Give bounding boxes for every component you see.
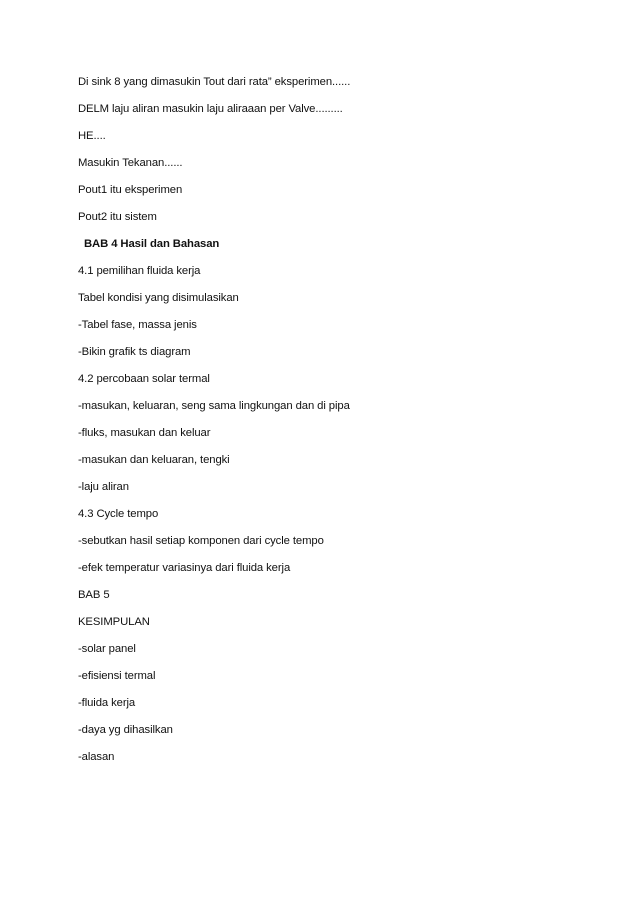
text-line: -laju aliran (78, 481, 129, 493)
chapter-heading: BAB 4 Hasil dan Bahasan (84, 238, 220, 250)
text-line: -fluida kerja (78, 697, 136, 709)
text-line: HE.... (78, 130, 106, 142)
text-line: -masukan, keluaran, seng sama lingkungan dan di pipa (78, 400, 350, 412)
text-line: 4.1 pemilihan fluida kerja (78, 265, 201, 277)
text-line: KESIMPULAN (78, 616, 150, 628)
text-line: 4.3 Cycle tempo (78, 508, 159, 520)
text-line: Pout1 itu eksperimen (78, 184, 183, 196)
text-line: -daya yg dihasilkan (78, 724, 173, 736)
text-line: -sebutkan hasil setiap komponen dari cycle tempo (78, 535, 324, 547)
text-line: -fluks, masukan dan keluar (78, 427, 211, 439)
text-line: BAB 5 (78, 589, 110, 601)
text-line: -solar panel (78, 643, 136, 655)
text-line: -masukan dan keluaran, tengki (78, 454, 230, 466)
text-line: -efisiensi termal (78, 670, 156, 682)
text-line: -Tabel fase, massa jenis (78, 319, 197, 331)
text-line: -efek temperatur variasinya dari fluida kerja (78, 562, 291, 574)
text-line: Masukin Tekanan...... (78, 157, 183, 169)
text-line: Di sink 8 yang dimasukin Tout dari rata” eksperimen...... (78, 76, 351, 88)
text-line: Pout2 itu sistem (78, 211, 157, 223)
text-line: -alasan (78, 751, 115, 763)
document-body (78, 75, 578, 777)
text-line: Tabel kondisi yang disimulasikan (78, 292, 239, 304)
text-line: -Bikin grafik ts diagram (78, 346, 191, 358)
text-line: DELM laju aliran masukin laju aliraaan per Valve......... (78, 103, 343, 115)
text-line: 4.2 percobaan solar termal (78, 373, 210, 385)
